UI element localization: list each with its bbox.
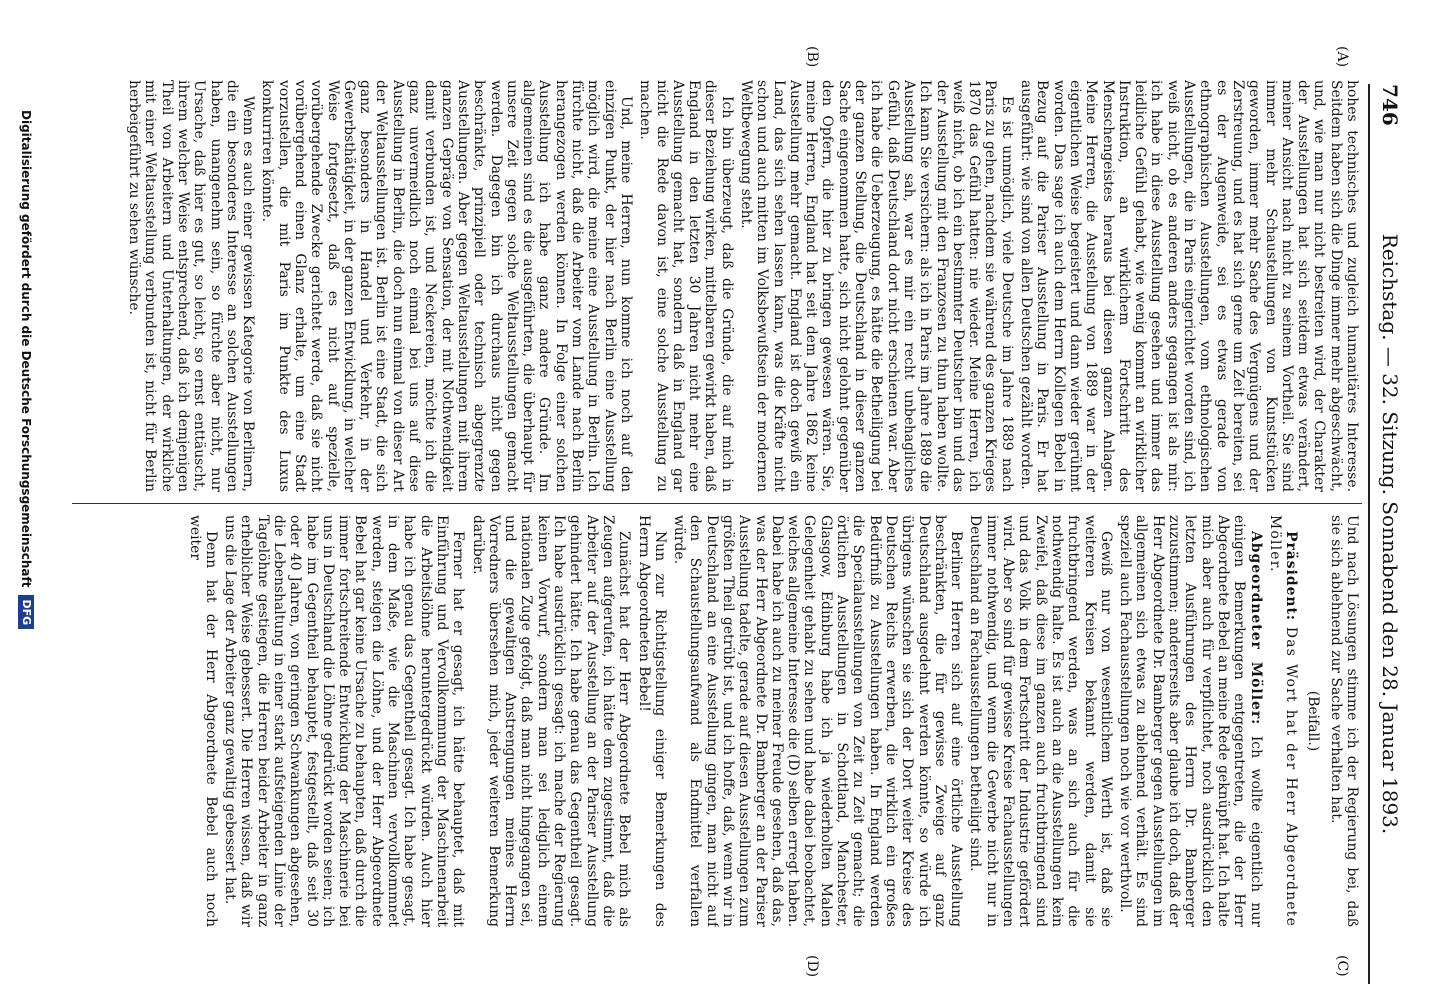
column-divider [72,503,1362,504]
paragraph: Gewiß nur von wesentlichem Werth ist, daß sie weiteren Kreisen bekannt werden, damit sie fruchtbringend werden, was an sich auch für die nothwendig halte. Es ist auch an die Ausstellungen kein Zweifel, daß diese im ganzen auch fruchtbringend sind und das Volk in dem Fortschritt der Industrie gefördert wird. Aber so sind für gewisse Kreise Fachausstellungen immer nothwendig, und wenn die Gewerbe nicht nur in Deutschland an Fachausstellungen betheiligt sind. [967,515,1114,927]
speaker-text: Ich wollte eigentlich nur einigen Bemerkungen entgegentreten, die der Herr Abgeordnete Bebel an meine Rede geknüpft hat. Ich halte mich aber auch für verpflichtet, noch ausdrücklich den letzten Ausführungen des Herrn Dr. Bamberger zuzustimmen; andererseits aber glaube ich doch, daß der Herr Abgeordnete Dr. Bamberger gegen Ausstellungen im allgemeinen sich etwas zu ablehnend verhält. Es sind speziell auch Fachausstellungen noch wie vor werthvoll. [1117,515,1264,927]
intro-paragraph: Und nach Lösungen stimme ich der Regierung bei, daß sie sich ablehnend zur Sache verhalten hat. [1327,515,1360,927]
paragraph: Ich bin überzeugt, daß die Gründe, die auf mich in dieser Beziehung wirken, mittelbaren gewirkt haben, daß England in den letzten 30 Jahren nicht mehr eine Ausstellung gemacht hat, sondern daß in England gar nicht die Rede davon ist, eine solche Ausstellung zu machen. [637,80,735,492]
margin-mark-d: (D) [804,955,820,978]
president-text: Das Wort hat der Herr Abgeordnete Möller. [1266,515,1300,927]
dfg-logo: DFG [18,595,34,629]
paragraph: Ferner hat er gesagt, ich hätte behauptet, daß mit Einführung und Vervollkommnung der Maschinenarbeit die Arbeitslöhne heruntergedrückt würden. Auch hier habe ich genau das Gegentheil gesagt. Ich habe gesagt, in dem Maße, wie die Maschinen vervollkommnet werden, steigen die Löhne, und der Herr Abgeordnete Bebel hat gar keine Ursache zu behaupten, daß durch die immer fortschreitende Entwicklung der Maschinerie bei uns in Deutschland die Löhne gedrückt worden seien; ich habe im Gegentheil behauptet, festgestellt, daß seit 30 oder 40 Jahren, von geringen Schwankungen abgesehen, die Lebenshaltung in einer stark aufsteigenden Linie der Tagelöhne gestiegen, die Herren beider Arbeiter in ganz erheblicher Weise gebessert. Die Herren wissen, daß wir uns die Lage der Arbeiter ganz gewaltig gebessert hat. [222,515,467,927]
margin-mark-b: (B) [804,46,820,68]
president-label: Präsident: [1283,531,1300,622]
footer-text: Digitalisierung gefördert durch die Deutsche Forschungsgemeinschaft [19,110,33,588]
speaker-paragraph [1117,515,1264,927]
paragraph: Denn hat der Herr Abgeordnete Bebel auch noch weiter [186,515,219,927]
digitization-footer [18,110,34,910]
section-heading: Nun zur Richtigstellung einiger Bemerkungen des Herrn Abgeordneten Bebel! [635,515,668,927]
right-column [75,515,1360,927]
paragraph: Wenn es auch einer gewissen Kategorie von Berlinern, die ein besonderes Interesse an solchen Ausstellungen haben, unangenehm sein, so fürchte aber nicht, nur Ursache, daß hier es gut, so leicht, so ernst enttäuscht, ihrem welcher Weise entsprechend, daß ich demjenigen Theil von Arbeitern und Unterhaltungen, der wirkliche mit einer Weltausstellung verbunden ist, nicht für Berlin herbeigeführt zu sehen wünsche. [126,80,257,492]
paragraph: Zunächst hat der Herr Abgeordnete Bebel mich als Zeugen aufgerufen, ich hätte dem zugestimmt, daß die Arbeiter auf der Ausstellung an der Pariser Ausstellung gehindert hätte. Ich habe genau das Gegentheil gesagt. Ich habe ausdrücklich gesagt: ich mache der Regierung keinen Vorwurf, sondern man sei lediglich einem nationalen Zuge gefolgt, daß man nicht hingegangen sei, und die gewaltigen Anstrengungen meines Herrn Vorredners übersehen mich, jeder weiteren Bemerkung darüber. [469,515,633,927]
running-head: Reichstag. — 32. Sitzung. Sonnabend den 28. Januar 1893. [1378,233,1402,835]
page-header [1368,84,1410,984]
paragraph: hohes technisches und zugleich humanitäres Interesse. Seitdem haben sich die Dinge immer mehr abgeschwächt, und, wie man nur nicht bestreiten wird, der Charakter der Ausstellungen hat sich seitdem etwas verändert, meiner Ansicht nach nicht zu seinem Vortheil. Sie sind immer mehr Schaustellungen von Kunststücken geworden, immer mehr Sache des Vergnügens und der Zerstreuung, und es hat sich gerne um Zeit bereiten, sei es der Augenweide, sei es etwas gerade von ethnographischen Ausstellungen, vom ethnologischen Ausstellungen, die in Paris eingerichtet worden sind, ich weiß nicht, ob es anderen anders gegangen ist als mir: ich habe in diese Ausstellung gesehen und immer das leidliche Gefühl gehabt, wie wenig kommt an wirklicher Instruktion, an wirklichem Fortschritt des Menschengeistes heraus bei diesen ganzen Anlagen. Meine Herren, die Ausstellung von 1889 war in der eigentlichen Weise begeistert und dann wieder gerühmt worden. Das sage ich auch dem Herrn Kollegen Bebel in Bezug auf die Pariser Ausstellung in Paris. Er hat ausgeführt: wie sind von allen Deutschen gezählt worden. [1018,80,1360,492]
paragraph: Es ist unmöglich, viele Deutsche im Jahre 1889 nach Paris zu gehen, nachdem sie während des ganzen Krieges 1870 das Gefühl hatten: nie wieder. Meine Herren, ich weiß nicht, ob ich ein bestimmter Deutscher bin und das der Ausstellung mit den Franzosen zu thun haben wollte. Ich kann Sie versichern: als ich in Paris im Jahre 1889 die Ausstellung sah, war es mir ein recht unbehagliches Gefühl, daß Deutschland dort nicht erschienen war. Aber ich habe die Ueberzeugung, es hätte die Betheiligung bei der ganzen Stellung, die Deutschland in dieser ganzen Sache eingenommen hatte, sich nicht gelohnt gegenüber den Opfern, die hier zu bringen gewesen wären. Sie, meine Herren, England hat seit dem Jahre 1862 keine Ausstellung mehr gemacht. England ist doch gewiß ein Land, das sich sehen lassen kann, was die Kräfte nicht schon und auch mitten im Volksbewußtsein der modernen Weltbewegung steht. [738,80,1015,492]
applause-note: (Beifall.) [1305,690,1322,752]
margin-mark-a: (A) [1334,46,1350,68]
speaker-label: Abgeordneter Möller: [1247,531,1264,726]
left-column [75,80,1360,492]
page-number: 746 [1378,84,1402,126]
paragraph: Und, meine Herren, nun komme ich noch auf den einzigen Punkt, der hier nach Berlin eine Ausstellung möglich wird, die meine eine Ausstellung in Berlin. Ich fürchte nicht, daß die Arbeiter vom Lande nach Berlin herangezogen werden können. In Folge einer solchen Ausstellung ich habe ganz andere Gründe. Im allgemeinen sind es die ausgeführten, die überhaupt für unsere Zeit gegen solche Weltausstellungen gemacht werden. Dagegen bin ich durchaus nicht gegen beschränkte, prinzipiell oder technisch abgegrenzte Ausstellungen. Aber gegen Weltausstellungen mit ihrem ganzen Gepräge von Sensation, der mit Nothwendigkeit damit verbunden ist, und Neckereien, möchte ich die ganz unvermeidlich noch einmal bei uns auf diese Ausstellung in Berlin, die doch nun einmal von dieser Art der Weltausstellungen ist. Berlin ist eine Stadt, die sich ganz besonders in Handel und Verkehr, in der Gewerbsthätigkeit, in der ganzen Entwicklung, in welcher Weise fortgesetzt, daß es nicht auf spezielle, vorübergehende Zwecke gerichtet werde, daß sie nicht vorübergehend einen Glanz erhalte, um eine Stadt vorzustellen, die mit Paris im Punkte des Luxus konkurriren könnte. [259,80,634,492]
paragraph: Berliner Herren sich auf eine örtliche Ausstellung beschränkten, die für gewisse Zweige auf ganz Deutschland ausgedehnt werden könnte, so würde ich übrigens wünschen sie sich der Dort weiter Kreise des Deutschen Reichs erwerben, die wirklich ein großes Bedürfniß zu Ausstellungen haben. In England werden die Specialausstellungen von Zeit zu Zeit gemacht; die örtlichen Ausstellungen in Schottland, Manchester, Glasgow, Edinburg habe ich ja wiederholten Malen Gelegenheit gehabt zu sehen und habe dabei beobachtet, welches allgemeine Interesse die (D) selben erregt haben. Dabei habe ich auch zu meiner Freude gesehen, daß das, was der Herr Abgeordnete Dr. Bamberger an der Pariser Ausstellung tadelte, gerade auf diesen Ausstellungen zum größten Theil getrübt ist, und ich hoffe, daß, wenn wir in Deutschland an eine Ausstellung gingen, man nicht auf den Schaustellungsaufwand als Endmittel verfallen würde. [671,515,965,927]
margin-mark-c: (C) [1334,955,1350,977]
president-line [1267,515,1300,927]
